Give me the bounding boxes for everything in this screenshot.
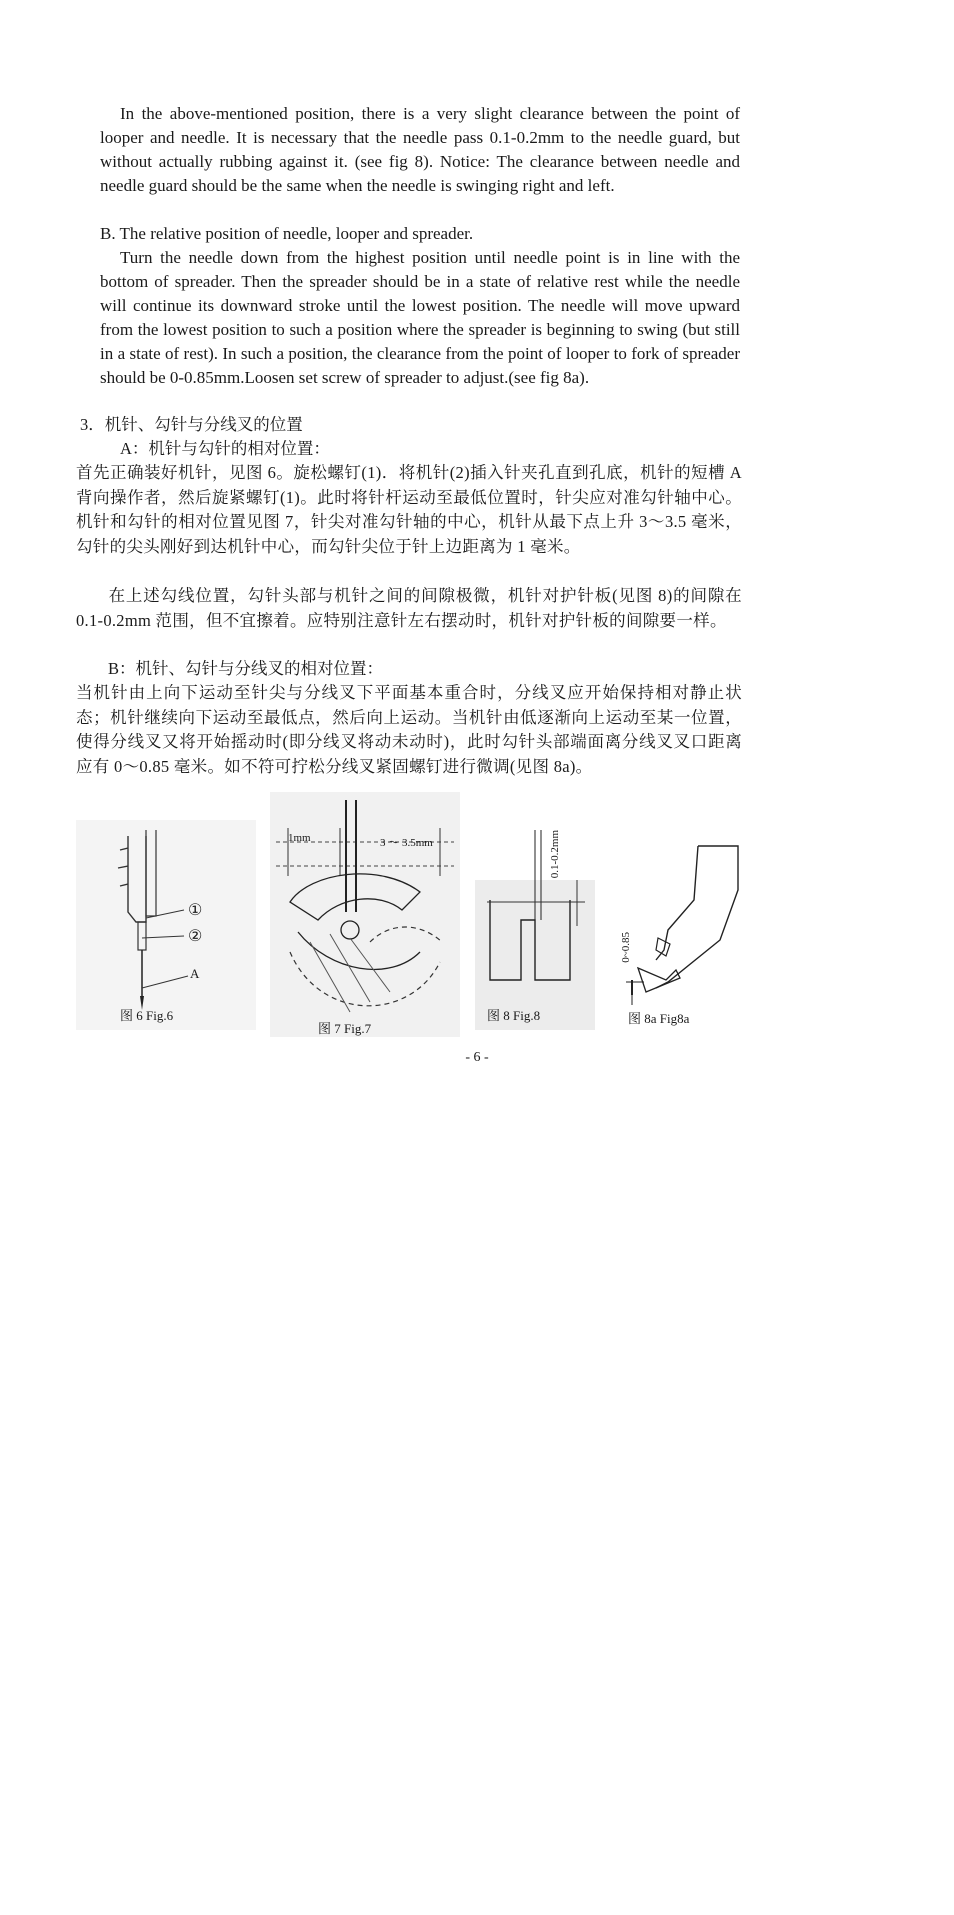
figure-7-label-3-3-5mm: 3 ～ 3.5mm [380, 837, 433, 849]
figure-6-label-a: A [190, 966, 200, 981]
figure-8a-caption: 图 8a Fig8a [628, 1011, 690, 1026]
figure-8-label-clearance: 0.1-0.2mm [549, 830, 561, 879]
figure-6-drawing [76, 820, 256, 1030]
english-paragraph-2: Turn the needle down from the highest position until needle point is in line with the bottom of spreader. Then the spreader should be in a state of relative rest while the needle will continue its downward stroke until the lowest position. The needle will move upward from the lowest position to such a position where the spreader is beginning to swing (but still in a state of rest). In such a position, the clearance from the point of looper to fork of spreader should be 0-0.85mm.Loosen set screw of spreader to adjust.(see fig 8a). [100, 248, 740, 387]
figure-8a-drawing [608, 820, 748, 1030]
figure-8 [475, 820, 595, 1030]
figure-8a-label-clearance: 0~0.85 [620, 932, 632, 963]
chinese-paragraph-2: 在上述勾线位置，勾针头部与机针之间的间隙极微，机针对护针板(见图 8)的间隙在 0.1-0.2mm 范围，但不宜擦着。应特别注意针左右摆动时，机针对护针板的间隙要一样。 [76, 586, 742, 630]
figure-6-label-1: ① [188, 902, 203, 919]
figure-6-label-2: ② [188, 928, 203, 945]
chinese-heading-b: B：机针、勾针与分线叉的相对位置： [108, 659, 384, 678]
chinese-section-3-heading: 3．机针、勾针与分线叉的位置 [80, 415, 303, 434]
figure-6-caption: 图 6 Fig.6 [120, 1008, 174, 1023]
english-paragraph-1: In the above-mentioned position, there is a very slight clearance between the point of looper and needle. It is necessary that the needle pass 0.1-0.2mm to the needle guard, but without actually rubbing against it. (see fig 8). Notice: The clearance between needle and needle guard should be the same when the needle is swinging right and left. [100, 104, 740, 195]
figure-8-drawing [475, 820, 595, 1030]
figure-6 [76, 820, 256, 1030]
figure-8-caption: 图 8 Fig.8 [487, 1008, 541, 1023]
chinese-heading-a: A：机针与勾针的相对位置： [120, 439, 330, 458]
figure-7 [270, 792, 460, 1037]
page-number: - 6 - [465, 1050, 489, 1065]
english-heading-b: B. The relative position of needle, looper and spreader. [100, 224, 474, 243]
figure-7-caption: 图 7 Fig.7 [318, 1021, 372, 1036]
figure-7-label-1mm: 1mm [288, 832, 311, 844]
figure-7-drawing [270, 792, 460, 1037]
chinese-paragraph-1: 首先正确装好机针，见图 6。旋松螺钉(1)．将机针(2)插入针夹孔直到孔底，机针的短槽 A 背向操作者，然后旋紧螺钉(1)。此时将针杆运动至最低位置时，针尖应对准勾针轴中心。机针和勾针的相对位置见图 7，针尖对准勾针轴的中心，机针从最下点上升 3～3.5 毫米，勾针的尖头刚好到达机针中心，而勾针尖位于针上边距离为 1 毫米。 [76, 463, 742, 556]
chinese-paragraph-3: 当机针由上向下运动至针尖与分线叉下平面基本重合时，分线叉应开始保持相对静止状态；机针继续向下运动至最低点，然后向上运动。当机针由低逐渐向上运动至某一位置，使得分线叉又将开始摇动时(即分线叉将动未动时)，此时勾针头部端面离分线叉叉口距离应有 0～0.85 毫米。如不符可拧松分线叉紧固螺钉进行微调(见图 8a)。 [76, 683, 742, 776]
figure-8a [608, 820, 748, 1030]
